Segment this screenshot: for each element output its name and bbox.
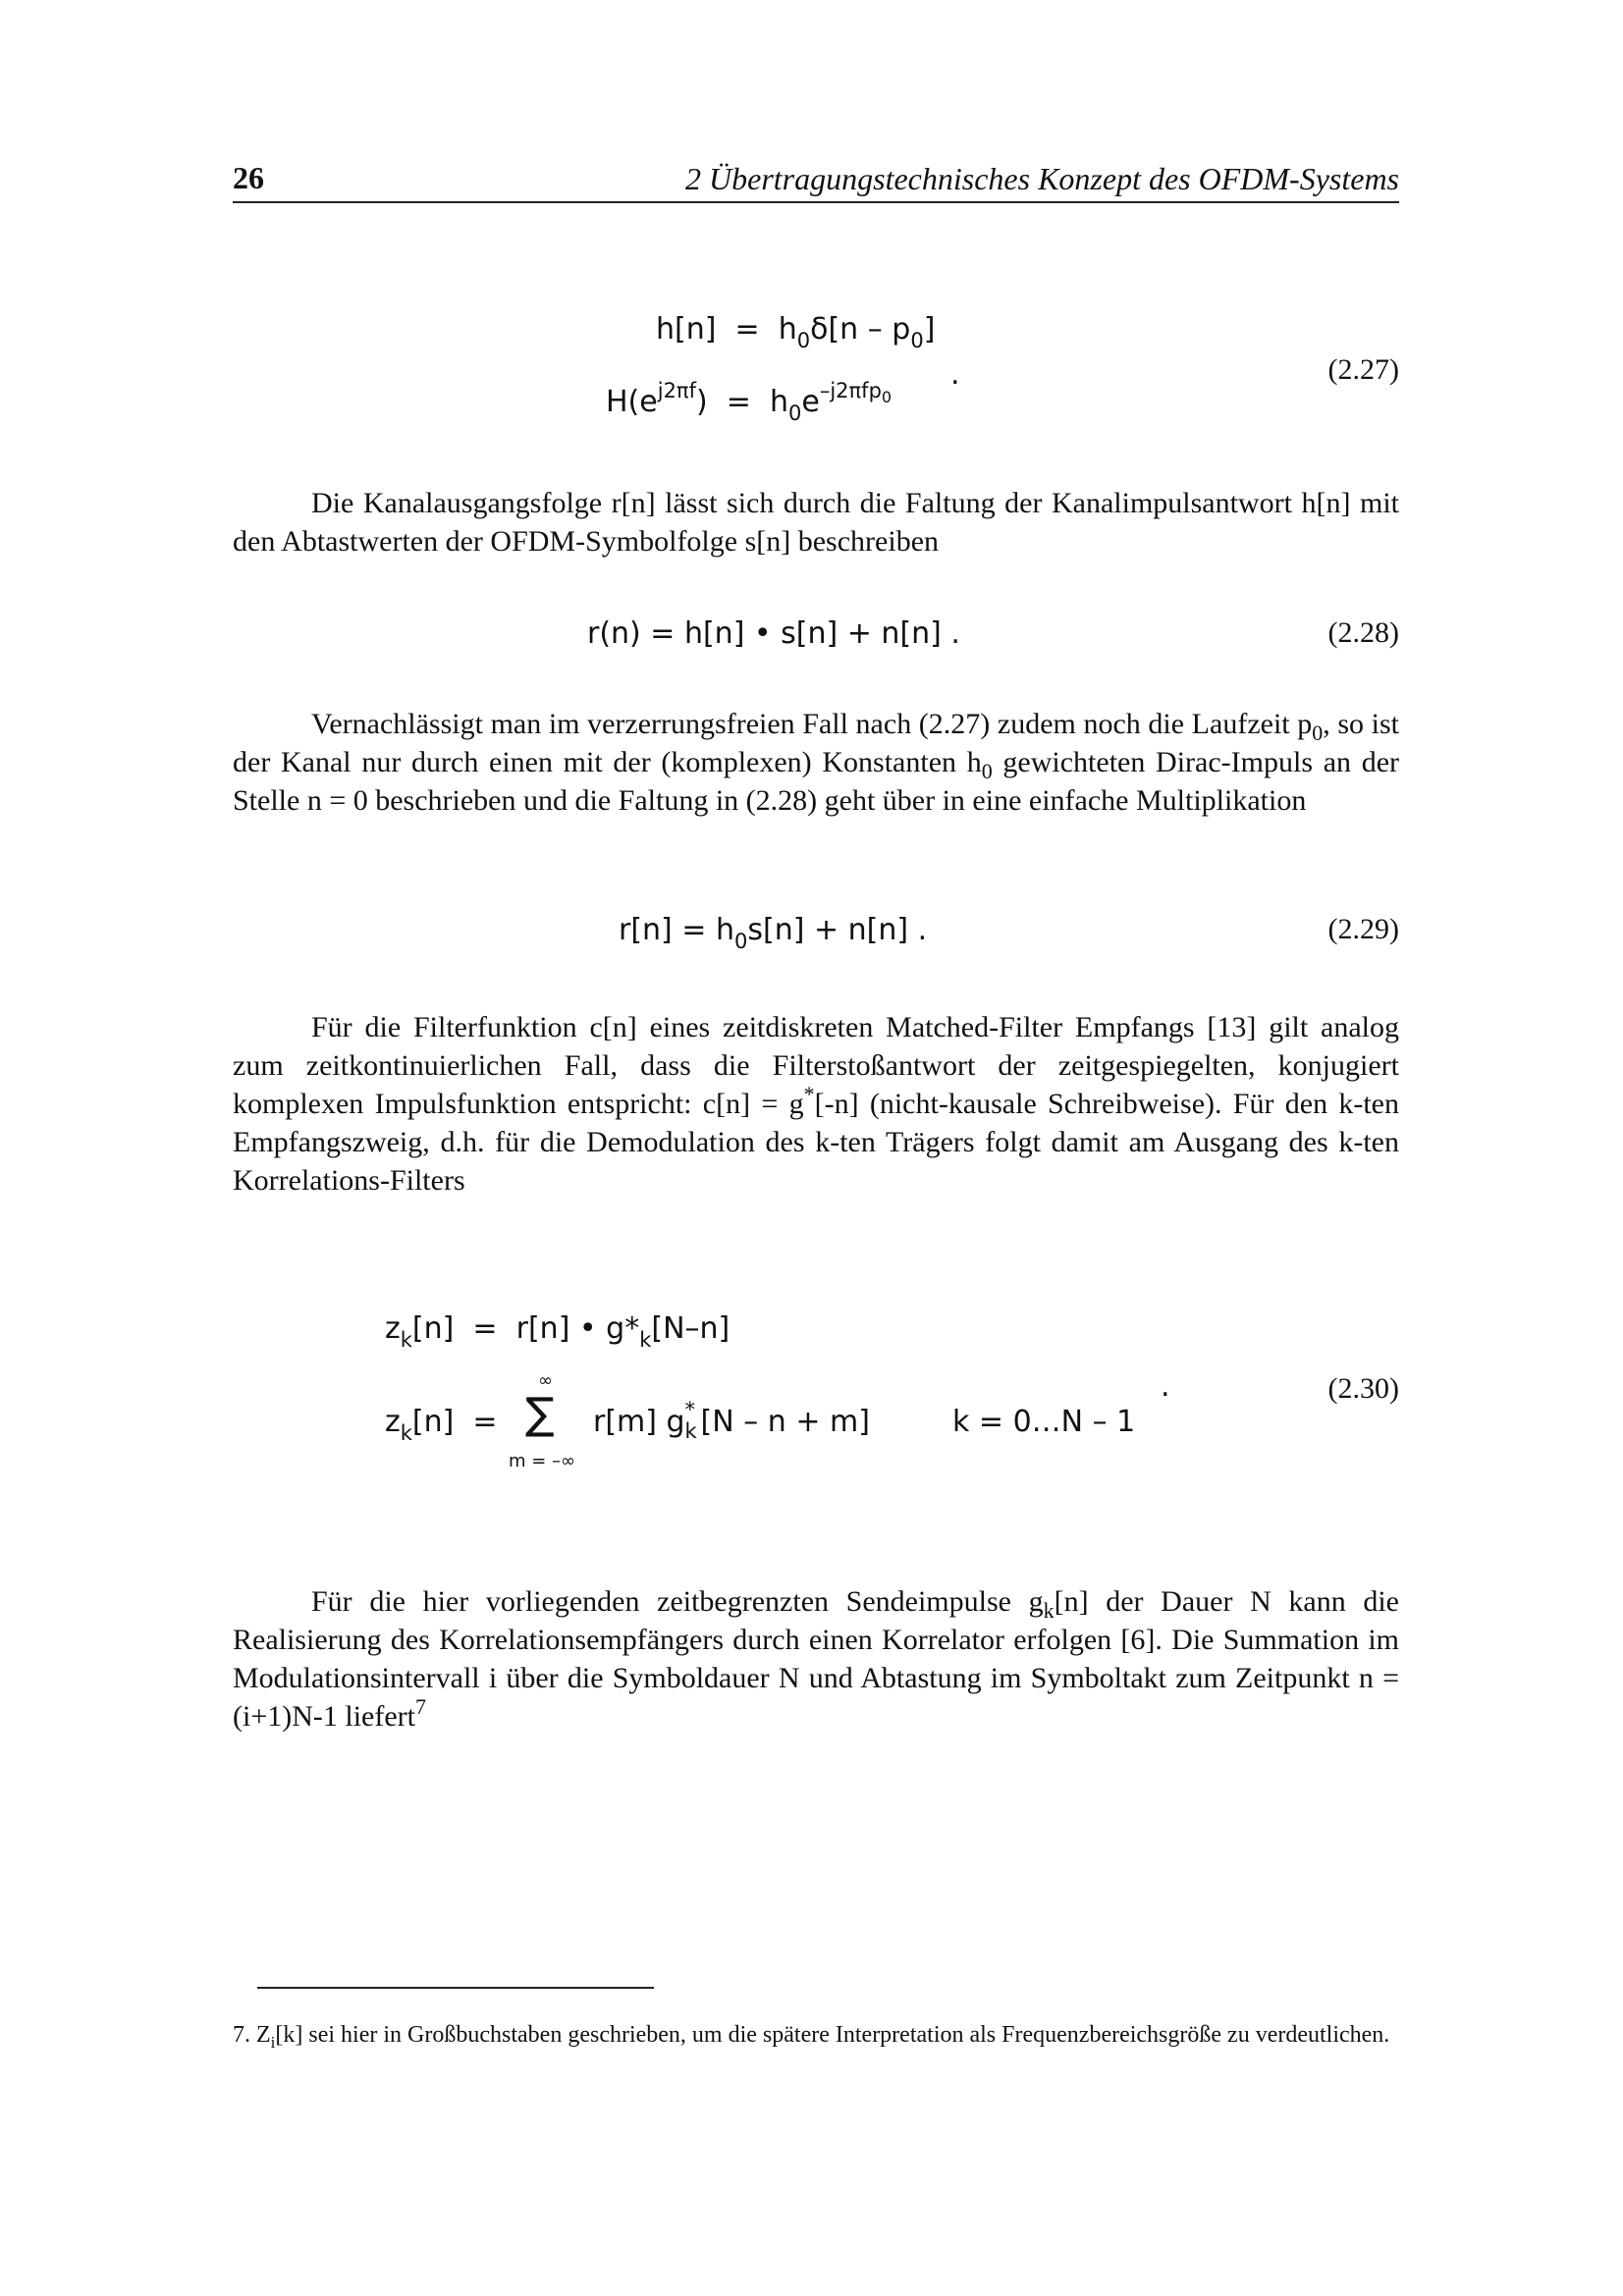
footnote-rule <box>257 1987 654 1989</box>
equation-number-2-27: (2.27) <box>1327 353 1399 386</box>
equation-2-30-line2-lhs: $z_k[n]$ = <box>385 1405 498 1445</box>
paragraph-correlator: Für die hier vorliegenden zeitbegrenzten Sendeimpulse $g_k[n]$ der Dauer N kann die Realisierung des Korrelationsempfängers durch einen Korrelator erfolgen [6]. Die Summation im Modulationsintervall i über die Symboldauer N und Abtastung im Symboltakt zum Zeitpunkt n = (i+1)N-1 liefert$^7$ <box>233 1585 1400 1733</box>
equation-2-28: r(n) = h[n] • s[n] + n[n] . <box>587 616 960 651</box>
paragraph-distortion-free: Vernachlässigt man im verzerrungsfreien Fall nach (2.27) zudem noch die Laufzeit $p_0$, so ist der Kanal nur durch einen mit der (komplexen) Konstanten $h_0$ gewichteten Dirac-Impuls an der Stelle n = 0 beschrieben und die Faltung in (2.28) geht über in eine einfache Multiplikation <box>233 708 1400 817</box>
equation-number-2-30: (2.30) <box>1327 1372 1399 1405</box>
summation-symbol: ∑ <box>525 1389 555 1439</box>
equation-2-30-line2-term: r[m] g * k [N – n + m] <box>593 1398 870 1443</box>
equation-2-30-line1: $z_k[n] = r[n]$ • $g*_k[N-n]$ <box>385 1311 730 1352</box>
header-rule <box>233 201 1399 203</box>
page-number: 26 <box>233 160 264 195</box>
footnote-7: 7. $Z_i[k]$ sei hier in Großbuchstaben geschrieben, um die spätere Interpretation als Frequenzbereichsgröße zu verdeutlichen. <box>233 2022 1390 2052</box>
equation-2-27-line2: $H(e^{j2\pi f}) = h_0e^{-j2\pi fp_0}$ <box>606 379 893 425</box>
equation-2-30-range: k = 0…N – 1 <box>952 1405 1136 1439</box>
equation-2-27-line1: $h[n] = h_0\delta[n - p_0]$ <box>656 312 936 352</box>
footnote-reference: 7 <box>415 1694 427 1719</box>
equation-number-2-29: (2.29) <box>1327 913 1399 945</box>
running-title: 2 Übertragungstechnisches Konzept des OFDM-Systems <box>685 161 1399 196</box>
equation-2-29: $r[n] = h_0s[n] + n[n]$ . <box>619 913 928 953</box>
paragraph-channel-output: Die Kanalausgangsfolge r[n] lässt sich durch die Faltung der Kanalimpulsantwort h[n] mit den Abtastwerten der OFDM-Symbolfolge s[n] beschreiben <box>233 487 1399 558</box>
equation-number-2-28: (2.28) <box>1327 616 1399 649</box>
sum-lower-limit: m = –∞ <box>509 1451 576 1471</box>
equation-2-27-dot: . <box>950 357 960 392</box>
equation-2-30-dot: . <box>1161 1369 1170 1404</box>
sum-upper-limit: ∞ <box>538 1370 553 1391</box>
paragraph-matched-filter: Für die Filterfunktion c[n] eines zeitdiskreten Matched-Filter Empfangs [13] gilt analog zum zeitkontinuierlichen Fall, dass die Filterstoßantwort der zeitgespiegelten, konjugiert komplexen Impulsfunktion entspricht: c[n] = g*[-n] (nicht-kausale Schreibweise). Für den k-ten Empfangszweig, d.h. für die Demodulation des k-ten Trägers folgt damit am Ausgang des k-ten Korrelations-Filters <box>233 1011 1399 1197</box>
